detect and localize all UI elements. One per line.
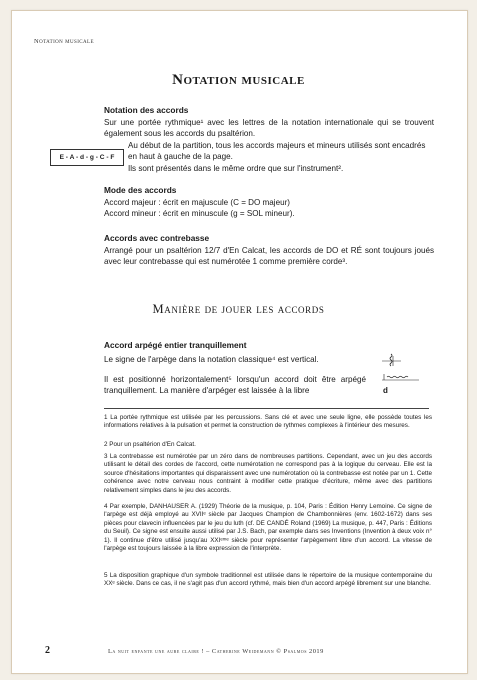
footnote-2: 2 Pour un psaltérion d'En Calcat. bbox=[104, 441, 196, 448]
footnote-1: 1 La portée rythmique est utilisée par les percussions. Sans clé et avec une seule ligne, elle possède toutes les informations relatives à la pulsation et permet la construction de rythmes complexes à l'intérieur des mesures. bbox=[104, 414, 432, 430]
heading-contrebasse: Accords avec contrebasse bbox=[104, 233, 210, 243]
paragraph-ordre: Ils sont présentés dans le même ordre que sur l'instrument². bbox=[128, 164, 344, 173]
footnote-3: 3 La contrebasse est numérotée par un zéro dans de nombreuses partitions. Cependant, avec un jeu des accords utilisant le détail des cordes de l'accord, cette numérotation ne correspond pas à la logique du cerveau. Elle est la source d'hésitations importantes qui disparaissent avec une numérotation où la contrebasse est notée par un 1. Cette cohérence avec notre cerveau nous contraint à modifier cette pratique d'écriture, même avec des partitions relativement simples dans le jeu des accords. bbox=[104, 453, 432, 494]
line-accord-majeur: Accord majeur : écrit en majuscule (C = DO majeur) bbox=[104, 198, 290, 207]
footnote-4: 4 Par exemple, DANHAUSER A. (1929) Théorie de la musique, p. 104, Paris : Édition Henry Lemoine. Ce signe de l'arpège est déjà employé au XVIIᵉ siècle par Jacques Champion de Chambonnières (env. 1602-1672) dans ses pièces pour clavecin influencées par le jeu du luth (cf. DE CANDÉ Roland (1969) La musique, p. 447, Paris : Éditions du Seuil). Ce signe est ensuite aussi utilisé par J.S. Bach, par exemple dans ses Inventions (Invention à deux voix n° 1). Il continue d'être utilisé jusqu'au XXIᵉᵐᵉ siècle pour représenter l'arpègement libre d'un accord. La vitesse de l'arpège est toujours laissée à la libre expression de l'interprète. bbox=[104, 503, 432, 553]
footnote-5: 5 La disposition graphique d'un symbole traditionnel est utilisée dans le répertoire de la musique contemporaine du XXᵉ siècle. Dans ce cas, il ne s'agit pas d'un accord rythmé, mais bien d'un accord arpégé librement sur une blanche. bbox=[104, 572, 432, 588]
paragraph-contrebasse: Arrangé pour un psaltérion 12/7 d'En Calcat, les accords de DO et RÉ sont toujours joués avec leur contrebasse qui est numérotée 1 comme première corde³. bbox=[104, 246, 434, 266]
line-accord-mineur: Accord mineur : écrit en minuscule (g = SOL mineur). bbox=[104, 209, 295, 218]
footnote-rule bbox=[104, 408, 429, 409]
chord-box: E - A - d - g - C - F bbox=[50, 149, 124, 166]
paragraph-arpege-horizontal: Il est positionné horizontalement⁵ lorsqu'un accord doit être arpégé tranquillement. La manière d'arpéger est laissée à la libre bbox=[104, 375, 366, 395]
heading-notation-accords: Notation des accords bbox=[104, 105, 189, 115]
heading-accord-arpege: Accord arpégé entier tranquillement bbox=[104, 340, 247, 350]
vertical-arpeggio-icon bbox=[381, 353, 403, 369]
footer-text: La nuit enfante une aube claire ! – Catherine Weidemann © Psalmos 2019 bbox=[108, 648, 324, 655]
paragraph-arpege-vertical: Le signe de l'arpège dans la notation classique⁴ est vertical. bbox=[104, 355, 319, 364]
running-head: Notation musicale bbox=[34, 38, 94, 45]
page-title: Notation musicale bbox=[172, 72, 305, 88]
paragraph-debut-partition: Au début de la partition, tous les accords majeurs et mineurs utilisés sont encadrés en haut à gauche de la page. bbox=[128, 141, 426, 161]
section-title-jouer: Manière de jouer les accords bbox=[152, 302, 325, 316]
horizontal-arpeggio-icon bbox=[381, 372, 421, 384]
arpeggio-chord-label: d bbox=[383, 386, 388, 395]
heading-mode-accords: Mode des accords bbox=[104, 185, 177, 195]
paragraph-notation: Sur une portée rythmique¹ avec les lettres de la notation internationale qui se trouvent également sous les accords du psaltérion. bbox=[104, 118, 434, 138]
page-number: 2 bbox=[45, 645, 50, 656]
